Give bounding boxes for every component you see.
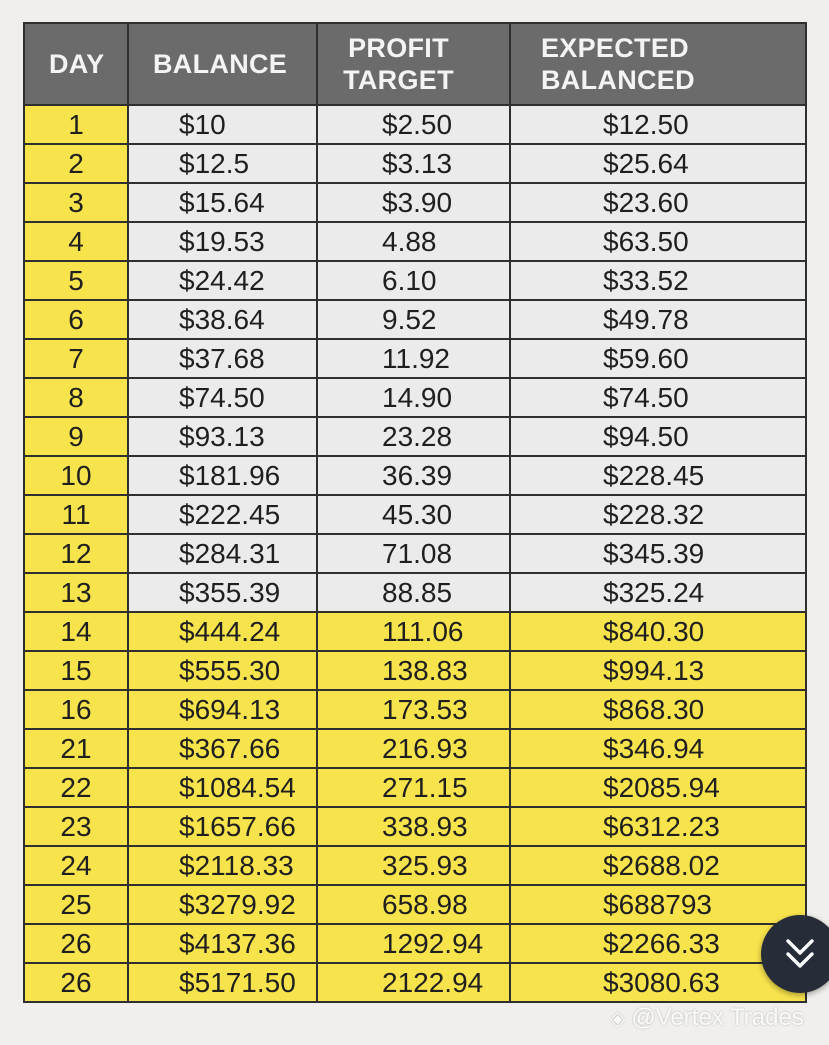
header-expected-line2: BALANCED — [541, 65, 695, 95]
table-row — [24, 456, 806, 495]
balance-cell: $74.50 — [128, 378, 317, 417]
profit-schedule-table — [23, 22, 807, 1003]
profit-target-cell: 36.39 — [317, 456, 510, 495]
day-cell: 16 — [24, 690, 128, 729]
table-row — [24, 261, 806, 300]
expected-balanced-cell: $228.32 — [510, 495, 806, 534]
balance-cell: $355.39 — [128, 573, 317, 612]
table-row — [24, 573, 806, 612]
day-cell: 26 — [24, 963, 128, 1002]
expected-balanced-cell: $2085.94 — [510, 768, 806, 807]
day-cell: 3 — [24, 183, 128, 222]
table-row — [24, 534, 806, 573]
profit-target-cell: 88.85 — [317, 573, 510, 612]
balance-cell: $284.31 — [128, 534, 317, 573]
balance-cell: $4137.36 — [128, 924, 317, 963]
header-profit-line2: TARGET — [343, 65, 454, 95]
table-row — [24, 144, 806, 183]
header-profit-line1: PROFIT — [348, 33, 449, 63]
expected-balanced-cell: $25.64 — [510, 144, 806, 183]
day-cell: 10 — [24, 456, 128, 495]
day-cell: 25 — [24, 885, 128, 924]
day-cell: 8 — [24, 378, 128, 417]
balance-cell: $38.64 — [128, 300, 317, 339]
day-cell: 12 — [24, 534, 128, 573]
table-row — [24, 105, 806, 144]
expected-balanced-cell: $23.60 — [510, 183, 806, 222]
day-cell: 1 — [24, 105, 128, 144]
balance-cell: $444.24 — [128, 612, 317, 651]
balance-cell: $694.13 — [128, 690, 317, 729]
profit-target-cell: 4.88 — [317, 222, 510, 261]
expected-balanced-cell: $325.24 — [510, 573, 806, 612]
expected-balanced-cell: $12.50 — [510, 105, 806, 144]
header-profit-target — [317, 23, 510, 105]
diamond-logo-icon: ◈ — [610, 1008, 626, 1030]
expected-balanced-cell: $63.50 — [510, 222, 806, 261]
table-body — [24, 105, 806, 1002]
day-cell: 5 — [24, 261, 128, 300]
table-row — [24, 339, 806, 378]
day-cell: 23 — [24, 807, 128, 846]
table-row — [24, 963, 806, 1002]
profit-target-cell: $3.90 — [317, 183, 510, 222]
profit-target-cell: 271.15 — [317, 768, 510, 807]
profit-target-cell: 338.93 — [317, 807, 510, 846]
expected-balanced-cell: $840.30 — [510, 612, 806, 651]
expected-balanced-cell: $2688.02 — [510, 846, 806, 885]
day-cell: 22 — [24, 768, 128, 807]
header-day: DAY — [24, 23, 128, 105]
profit-target-cell: 173.53 — [317, 690, 510, 729]
table-header-row — [24, 23, 806, 105]
balance-cell: $10 — [128, 105, 317, 144]
profit-target-cell: 14.90 — [317, 378, 510, 417]
expected-balanced-cell: $94.50 — [510, 417, 806, 456]
expected-balanced-cell: $33.52 — [510, 261, 806, 300]
table-row — [24, 495, 806, 534]
expected-balanced-cell: $3080.63 — [510, 963, 806, 1002]
day-cell: 24 — [24, 846, 128, 885]
profit-target-cell: $2.50 — [317, 105, 510, 144]
day-cell: 6 — [24, 300, 128, 339]
balance-cell: $37.68 — [128, 339, 317, 378]
expected-balanced-cell: $6312.23 — [510, 807, 806, 846]
profit-target-cell: 45.30 — [317, 495, 510, 534]
day-cell: 4 — [24, 222, 128, 261]
expected-balanced-cell: $74.50 — [510, 378, 806, 417]
table-row — [24, 846, 806, 885]
day-cell: 7 — [24, 339, 128, 378]
profit-target-cell: 216.93 — [317, 729, 510, 768]
header-balance: BALANCE — [128, 23, 317, 105]
profit-target-cell: 11.92 — [317, 339, 510, 378]
day-cell: 9 — [24, 417, 128, 456]
profit-target-cell: 658.98 — [317, 885, 510, 924]
expected-balanced-cell: $49.78 — [510, 300, 806, 339]
profit-target-cell: 23.28 — [317, 417, 510, 456]
balance-cell: $2118.33 — [128, 846, 317, 885]
expected-balanced-cell: $59.60 — [510, 339, 806, 378]
profit-target-cell: 1292.94 — [317, 924, 510, 963]
table-row — [24, 924, 806, 963]
balance-cell: $1084.54 — [128, 768, 317, 807]
profit-target-cell: 9.52 — [317, 300, 510, 339]
day-cell: 13 — [24, 573, 128, 612]
watermark-text: @Vertex Trades — [631, 1004, 804, 1031]
double-chevron-down-icon — [781, 935, 819, 973]
day-cell: 21 — [24, 729, 128, 768]
balance-cell: $1657.66 — [128, 807, 317, 846]
day-cell: 15 — [24, 651, 128, 690]
table-row — [24, 378, 806, 417]
balance-cell: $15.64 — [128, 183, 317, 222]
table-row — [24, 885, 806, 924]
balance-cell: $5171.50 — [128, 963, 317, 1002]
balance-cell: $222.45 — [128, 495, 317, 534]
table-row — [24, 690, 806, 729]
expected-balanced-cell: $994.13 — [510, 651, 806, 690]
expected-balanced-cell: $345.39 — [510, 534, 806, 573]
balance-cell: $12.5 — [128, 144, 317, 183]
day-cell: 2 — [24, 144, 128, 183]
table-row — [24, 417, 806, 456]
watermark — [610, 1004, 804, 1032]
balance-cell: $19.53 — [128, 222, 317, 261]
expected-balanced-cell: $228.45 — [510, 456, 806, 495]
table-row — [24, 807, 806, 846]
table-row — [24, 768, 806, 807]
table-row — [24, 729, 806, 768]
header-expected-line1: EXPECTED — [541, 33, 689, 63]
expected-balanced-cell: $688793 — [510, 885, 806, 924]
day-cell: 11 — [24, 495, 128, 534]
day-cell: 14 — [24, 612, 128, 651]
profit-target-cell: 138.83 — [317, 651, 510, 690]
balance-cell: $93.13 — [128, 417, 317, 456]
balance-cell: $555.30 — [128, 651, 317, 690]
scroll-down-button[interactable] — [761, 915, 829, 993]
balance-cell: $181.96 — [128, 456, 317, 495]
profit-target-cell: 111.06 — [317, 612, 510, 651]
profit-target-cell: $3.13 — [317, 144, 510, 183]
expected-balanced-cell: $2266.33 — [510, 924, 806, 963]
profit-target-cell: 6.10 — [317, 261, 510, 300]
profit-target-cell: 71.08 — [317, 534, 510, 573]
table-row — [24, 651, 806, 690]
profit-target-cell: 325.93 — [317, 846, 510, 885]
balance-cell: $3279.92 — [128, 885, 317, 924]
header-expected-balanced — [510, 23, 806, 105]
profit-target-cell: 2122.94 — [317, 963, 510, 1002]
table-row — [24, 300, 806, 339]
balance-cell: $24.42 — [128, 261, 317, 300]
day-cell: 26 — [24, 924, 128, 963]
table-row — [24, 183, 806, 222]
table-row — [24, 222, 806, 261]
table-row — [24, 612, 806, 651]
balance-cell: $367.66 — [128, 729, 317, 768]
expected-balanced-cell: $868.30 — [510, 690, 806, 729]
expected-balanced-cell: $346.94 — [510, 729, 806, 768]
